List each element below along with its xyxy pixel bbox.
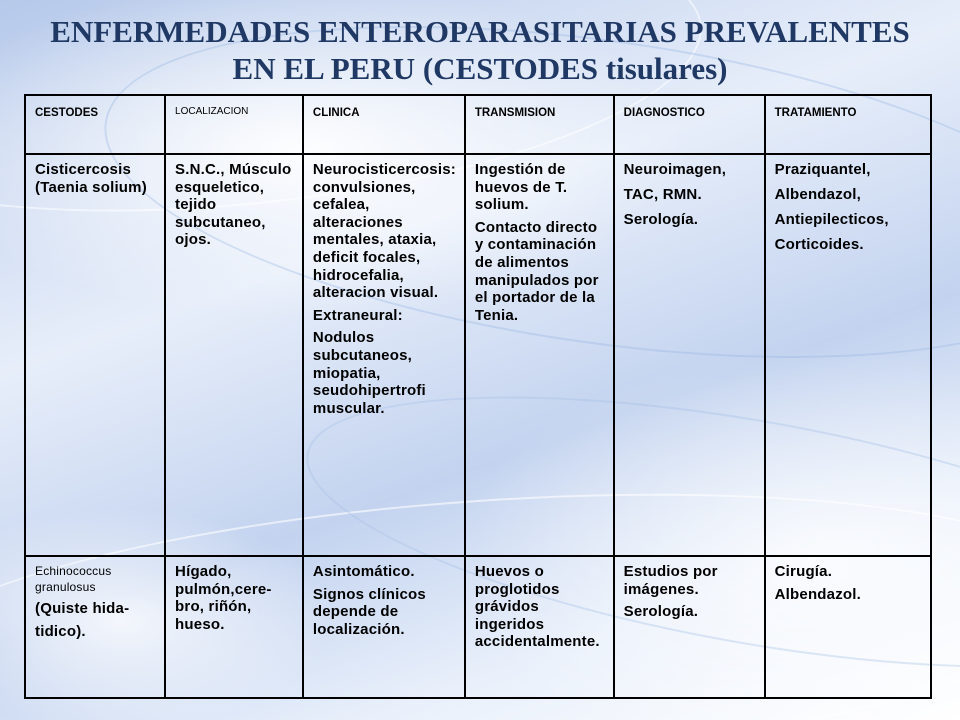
- cell-tratamiento: [765, 154, 931, 556]
- cell-text: Albendazol,: [774, 186, 862, 203]
- header-cestodes: CESTODES: [25, 95, 165, 154]
- cell-text: Neuroimagen,: [623, 161, 727, 178]
- cell-text: Neurocisticercosis: convulsiones, cefalea, alteraciones mentales, ataxia, deficit focales, hidrocefalia, alteracion visual.: [312, 161, 456, 302]
- cell-text: (Quiste hida-: [35, 600, 130, 617]
- table-row: [25, 556, 931, 698]
- cell-transmision: [465, 556, 614, 698]
- cell-text: Ingestión de huevos de T. solium.: [474, 161, 568, 214]
- cell-text: Extraneural:: [312, 306, 403, 324]
- cell-text: Signos clínicos depende de localización.: [312, 585, 426, 638]
- cell-text: Huevos o proglotidos grávidos ingeridos accidentalmente.: [474, 563, 600, 651]
- cell-transmision: [465, 154, 614, 556]
- slide-title-line-2: EN EL PERU (CESTODES tisulares): [232, 51, 728, 86]
- cell-text: Echinococcus granulosus: [35, 564, 112, 594]
- cell-tratamiento: [765, 556, 931, 698]
- cell-text: Contacto directo y contaminación de alimentos manipulados por el portador de la Tenia.: [474, 218, 599, 324]
- cell-text: Nodulos subcutaneos, miopatia, seudohipertrofi muscular.: [312, 329, 426, 417]
- cell-text: tidico).: [35, 622, 86, 640]
- cell-text: Cirugía.: [774, 563, 833, 580]
- slide-title: [20, 13, 940, 87]
- cell-clinica: [303, 154, 465, 556]
- header-diagnostico: DIAGNOSTICO: [614, 95, 765, 154]
- cell-text: S.N.C., Músculo esqueletico, tejido subcutaneo, ojos.: [175, 161, 292, 249]
- cell-diagnostico: [614, 154, 765, 556]
- slide-title-line-1: ENFERMEDADES ENTEROPARASITARIAS PREVALENTES: [50, 14, 910, 49]
- header-localizacion: LOCALIZACION: [165, 95, 303, 154]
- cell-text: Corticoides.: [774, 236, 864, 253]
- cell-text: Cisticercosis (Taenia solium): [35, 161, 147, 196]
- cell-text: Asintomático.: [312, 563, 415, 580]
- cell-text: Estudios por imágenes.: [623, 563, 718, 598]
- cell-cestodes: [25, 556, 165, 698]
- cell-text: Praziquantel,: [774, 161, 871, 178]
- table-row: [25, 154, 931, 556]
- table-header-row: [25, 95, 931, 154]
- cell-text: TAC, RMN.: [623, 186, 702, 203]
- cell-text: Antiepilecticos,: [774, 211, 889, 228]
- header-tratamiento: TRATAMIENTO: [765, 95, 931, 154]
- cell-localizacion: [165, 154, 303, 556]
- cell-cestodes: [25, 154, 165, 556]
- cell-clinica: [303, 556, 465, 698]
- cell-localizacion: [165, 556, 303, 698]
- cell-diagnostico: [614, 556, 765, 698]
- cell-text: Serología.: [623, 603, 699, 621]
- cell-text: Hígado, pulmón,cere-bro, riñón, hueso.: [175, 563, 272, 633]
- header-clinica: CLINICA: [303, 95, 465, 154]
- cell-text: Serología.: [623, 211, 699, 228]
- cell-text: Albendazol.: [774, 585, 862, 603]
- parasite-table: [24, 94, 932, 699]
- header-transmision: TRANSMISION: [465, 95, 614, 154]
